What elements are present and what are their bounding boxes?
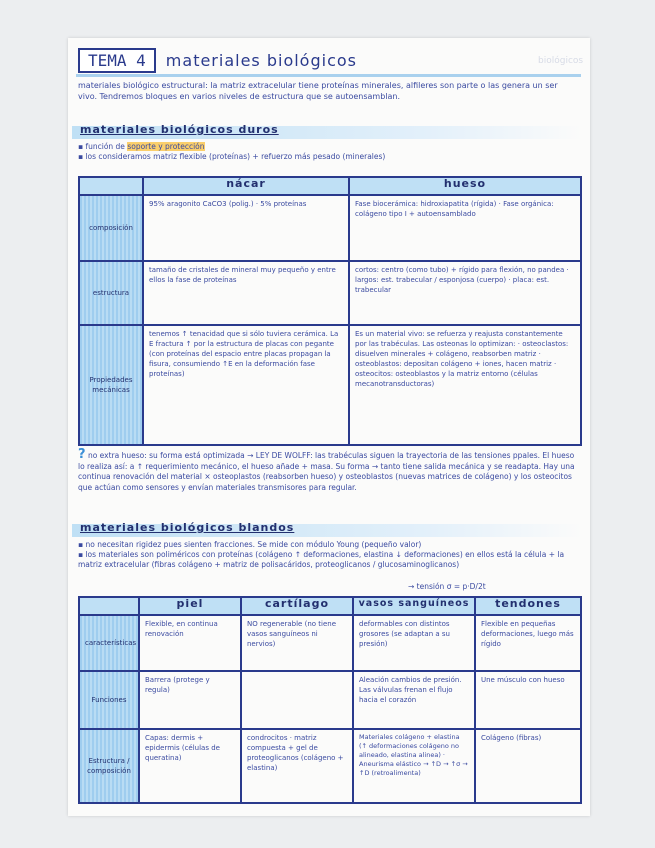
table-cell: deformables con distintos grosores (se adaptan a su presión)	[353, 615, 475, 671]
tension-formula: → tensión σ = p·D/2t	[408, 582, 486, 591]
blandos-table	[78, 596, 582, 804]
table-cell: NO regenerable (no tiene vasos sanguíneos ni nervios)	[241, 615, 353, 671]
duros-header-row	[79, 177, 581, 195]
corner-cell	[79, 177, 143, 195]
duros-bullet-2: ▪ los consideramos matriz flexible (proteínas) + refuerzo más pesado (minerales)	[78, 152, 578, 162]
section-title-blandos: materiales biológicos blandos	[80, 521, 295, 534]
row-label: composición	[79, 195, 143, 261]
question-mark: ?	[78, 447, 86, 462]
table-row	[79, 325, 581, 445]
table-cell: Colágeno (fibras)	[475, 729, 581, 803]
row-label: Estructura / composición	[79, 729, 139, 803]
table-row	[79, 615, 581, 671]
table-cell: cortos: centro (como tubo) + rígido para flexión, no pandea · largos: est. trabecular / esponjosa (cuerpo) · placa: est. trabecular	[349, 261, 581, 325]
table-cell: Es un material vivo: se refuerza y reajusta constantemente por las trabéculas. Las osteonas lo optimizan: · osteoclastos: disuelven minerales + colágeno, reabsorben matriz · osteoblastos: depositan colágeno + iones, hacen matriz · osteocitos: osteoblastos y la matriz entorno (células mecanotransductoras)	[349, 325, 581, 445]
section-title-duros: materiales biológicos duros	[80, 123, 279, 136]
table-cell: Barrera (protege y regula)	[139, 671, 241, 729]
section-heading-duros	[72, 123, 582, 139]
title-row	[78, 48, 357, 73]
table-cell: Une músculo con hueso	[475, 671, 581, 729]
table-row	[79, 261, 581, 325]
duros-table	[78, 176, 582, 446]
intro-text: materiales biológico estructural: la matriz extracelular tiene proteínas minerales, alfileres son parte o las genera un ser vivo. Tendremos bloques en varios niveles de estructura que se autoensamblan.	[78, 81, 558, 101]
table-cell: condrocitos · matriz compuesta + gel de proteoglicanos (colágeno + elastina)	[241, 729, 353, 803]
col-header-piel: piel	[139, 597, 241, 615]
page-title: materiales biológicos	[165, 51, 357, 70]
blandos-bullets	[78, 540, 578, 570]
corner-cell	[79, 597, 139, 615]
col-header-vasos: vasos sanguíneos	[353, 597, 475, 615]
table-cell: 95% aragonito CaCO3 (polig.) · 5% proteínas	[143, 195, 349, 261]
col-header-tendones: tendones	[475, 597, 581, 615]
highlight: soporte y protección	[127, 142, 205, 151]
table-cell: Aleación cambios de presión. Las válvulas frenan el flujo hacia el corazón	[353, 671, 475, 729]
tema-label: TEMA 4	[78, 48, 156, 73]
row-label: estructura	[79, 261, 143, 325]
table-cell: Flexible en pequeñas deformaciones, luego más rígido	[475, 615, 581, 671]
table-cell	[241, 671, 353, 729]
table-cell: Capas: dermis + epidermis (células de queratina)	[139, 729, 241, 803]
duros-bullets	[78, 142, 578, 162]
blandos-bullet-2: ▪ los materiales son poliméricos con proteínas (colágeno ↑ deformaciones, elastina ↓ deformaciones) en ellos está la célula + la matriz extracelular (fibras colágeno + matriz de polisacáridos, proteoglicanos / glucosaminoglicanos)	[78, 550, 578, 570]
row-label: características	[79, 615, 139, 671]
table-cell: Flexible, en continua renovación	[139, 615, 241, 671]
col-header-nacar: nácar	[143, 177, 349, 195]
col-header-cartilago: cartílago	[241, 597, 353, 615]
row-label: Propiedades mecánicas	[79, 325, 143, 445]
wolff-text: no extra hueso: su forma está optimizada → LEY DE WOLFF: las trabéculas siguen la trayectoria de las tensiones ppales. El hueso lo realiza así: a ↑ requerimiento mecánico, el hueso añade + masa. Su forma → tanto tiene salida mecánica y se readapta. Hay una continua renovación del material × osteoplastos (reabsorben hueso) y osteoblastos (nuevas matrices de colágeno) y los osteocitos que actúan como sensores y envían materiales transmisores para regular.	[78, 451, 575, 492]
notebook-page	[68, 38, 590, 816]
table-row	[79, 671, 581, 729]
wolff-paragraph	[78, 447, 578, 493]
table-cell: tamaño de cristales de mineral muy pequeño y entre ellos la fase de proteínas	[143, 261, 349, 325]
table-cell: tenemos ↑ tenacidad que si sólo tuviera cerámica. La E fractura ↑ por la estructura de placas con pegante (con proteínas del espacio entre placas propagan la fisura, consumiendo ↑E en la deformación fase proteínas)	[143, 325, 349, 445]
duros-bullet-1: ▪ función de soporte y protección	[78, 142, 578, 152]
table-row	[79, 195, 581, 261]
blandos-bullet-1: ▪ no necesitan rigidez pues sienten fracciones. Se mide con módulo Young (pequeño valor)	[78, 540, 578, 550]
blandos-header-row	[79, 597, 581, 615]
row-label: Funciones	[79, 671, 139, 729]
section-heading-blandos	[72, 521, 582, 537]
table-row	[79, 729, 581, 803]
table-cell: Materiales colágeno + elastina (↑ deformaciones colágeno no alineado, elastina alinea) · Aneurisma elástico → ↑D → ↑σ → ↑D (retroalimenta)	[353, 729, 475, 803]
title-underline	[76, 74, 581, 77]
col-header-hueso: hueso	[349, 177, 581, 195]
table-cell: Fase biocerámica: hidroxiapatita (rígida) · Fase orgánica: colágeno tipo I + autoensamblado	[349, 195, 581, 261]
bleed-through-text: biológicos	[538, 56, 584, 66]
